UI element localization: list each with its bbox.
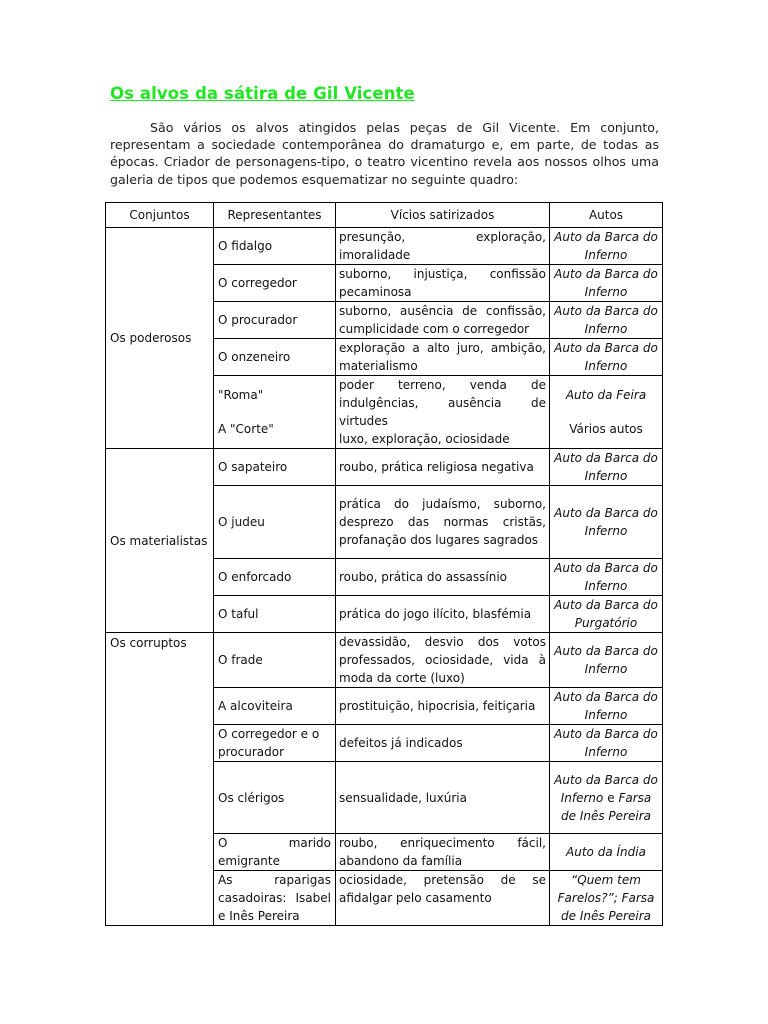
rep-cell: O corregedor	[214, 265, 336, 302]
intro-paragraph: São vários os alvos atingidos pelas peças de Gil Vicente. Em conjunto, representam a sociedade contemporânea do dramaturgo e, em parte, de todas as épocas. Criador de personagens-tipo, o teatro vicentino revela aos nossos olhos uma galeria de tipos que podemos esquematizar no seguinte quadro:	[110, 120, 659, 187]
rep-cell: O marido emigrante	[214, 834, 336, 871]
auto-cell: Auto da Barca do Inferno	[550, 228, 663, 265]
auto-clerigos-inferno: Inferno	[560, 790, 604, 805]
vicios-cell: suborno, injustiça, confissão pecaminosa	[336, 265, 550, 302]
vicios-corte: luxo, exploração, ociosidade	[339, 432, 510, 446]
rep-cell: A alcoviteira	[214, 688, 336, 725]
table-row	[106, 228, 663, 265]
auto-cell: Auto da Barca do Inferno	[550, 559, 663, 596]
auto-roma: Auto da Feira	[565, 388, 647, 402]
satire-table	[105, 202, 663, 926]
group-materialistas: Os materialistas	[106, 449, 214, 633]
table-row	[106, 633, 663, 688]
rep-cell: O judeu	[214, 486, 336, 559]
auto-cell: Auto da Barca do Inferno	[550, 265, 663, 302]
vicios-cell: sensualidade, luxúria	[336, 762, 550, 834]
vicios-cell: roubo, prática do assassínio	[336, 559, 550, 596]
header-vicios: Vícios satirizados	[336, 203, 550, 228]
auto-cell: Auto da Barca do Inferno	[550, 633, 663, 688]
auto-clerigos-farsa: Farsa de Inês Pereira	[561, 790, 652, 823]
rep-cell: O enforcado	[214, 559, 336, 596]
auto-cell-clerigos	[550, 762, 663, 834]
vicios-cell: ociosidade, pretensão de se afidalgar pelo casamento	[336, 871, 550, 926]
rep-cell: O sapateiro	[214, 449, 336, 486]
header-autos: Autos	[550, 203, 663, 228]
auto-cell: Auto da Barca do Inferno	[550, 725, 663, 762]
header-conjuntos: Conjuntos	[106, 203, 214, 228]
vicios-cell: prática do judaísmo, suborno, desprezo das normas cristãs, profanação dos lugares sagrados	[336, 486, 550, 559]
vicios-roma: poder terreno, venda de indulgências, ausência de virtudes	[339, 378, 546, 428]
table-row	[106, 449, 663, 486]
auto-cell: Auto da Barca do Inferno	[550, 302, 663, 339]
rep-cell: O frade	[214, 633, 336, 688]
rep-cell: O corregedor e o procurador	[214, 725, 336, 762]
vicios-cell: prática do jogo ilícito, blasfémia	[336, 596, 550, 633]
rep-roma: "Roma"	[218, 388, 264, 402]
vicios-cell: exploração a alto juro, ambição, materialismo	[336, 339, 550, 376]
auto-corte: Vários autos	[569, 422, 643, 436]
page-title: Os alvos da sátira de Gil Vicente	[110, 84, 415, 103]
rep-cell: As raparigas casadoiras: Isabel e Inês Pereira	[214, 871, 336, 926]
auto-cell: Auto da Barca do Inferno	[550, 449, 663, 486]
rep-cell: O onzeneiro	[214, 339, 336, 376]
auto-clerigos-e: e	[607, 790, 615, 805]
auto-cell-roma-corte	[550, 376, 663, 449]
vicios-cell: devassidão, desvio dos votos professados, ociosidade, vida à moda da corte (luxo)	[336, 633, 550, 688]
rep-cell: O taful	[214, 596, 336, 633]
vicios-cell-roma-corte	[336, 376, 550, 449]
vicios-cell: defeitos já indicados	[336, 725, 550, 762]
table-header-row	[106, 203, 663, 228]
rep-cell: Os clérigos	[214, 762, 336, 834]
rep-corte: A "Corte"	[218, 422, 274, 436]
auto-cell: Auto da Barca do Inferno	[550, 486, 663, 559]
vicios-cell: roubo, enriquecimento fácil, abandono da família	[336, 834, 550, 871]
vicios-cell: roubo, prática religiosa negativa	[336, 449, 550, 486]
auto-cell: Auto da Índia	[550, 834, 663, 871]
group-corruptos: Os corruptos	[106, 633, 214, 926]
auto-cell: “Quem tem Farelos?”; Farsa de Inês Pereira	[550, 871, 663, 926]
auto-cell: Auto da Barca do Inferno	[550, 688, 663, 725]
vicios-cell: presunção, exploração, imoralidade	[336, 228, 550, 265]
rep-cell: O fidalgo	[214, 228, 336, 265]
auto-cell: Auto da Barca do Inferno	[550, 339, 663, 376]
vicios-cell: suborno, ausência de confissão, cumplicidade com o corregedor	[336, 302, 550, 339]
auto-clerigos-line1: Auto da Barca do	[554, 772, 658, 787]
header-representantes: Representantes	[214, 203, 336, 228]
rep-cell-roma-corte	[214, 376, 336, 449]
rep-cell: O procurador	[214, 302, 336, 339]
group-poderosos: Os poderosos	[106, 228, 214, 449]
vicios-cell: prostituição, hipocrisia, feitiçaria	[336, 688, 550, 725]
auto-cell: Auto da Barca do Purgatório	[550, 596, 663, 633]
